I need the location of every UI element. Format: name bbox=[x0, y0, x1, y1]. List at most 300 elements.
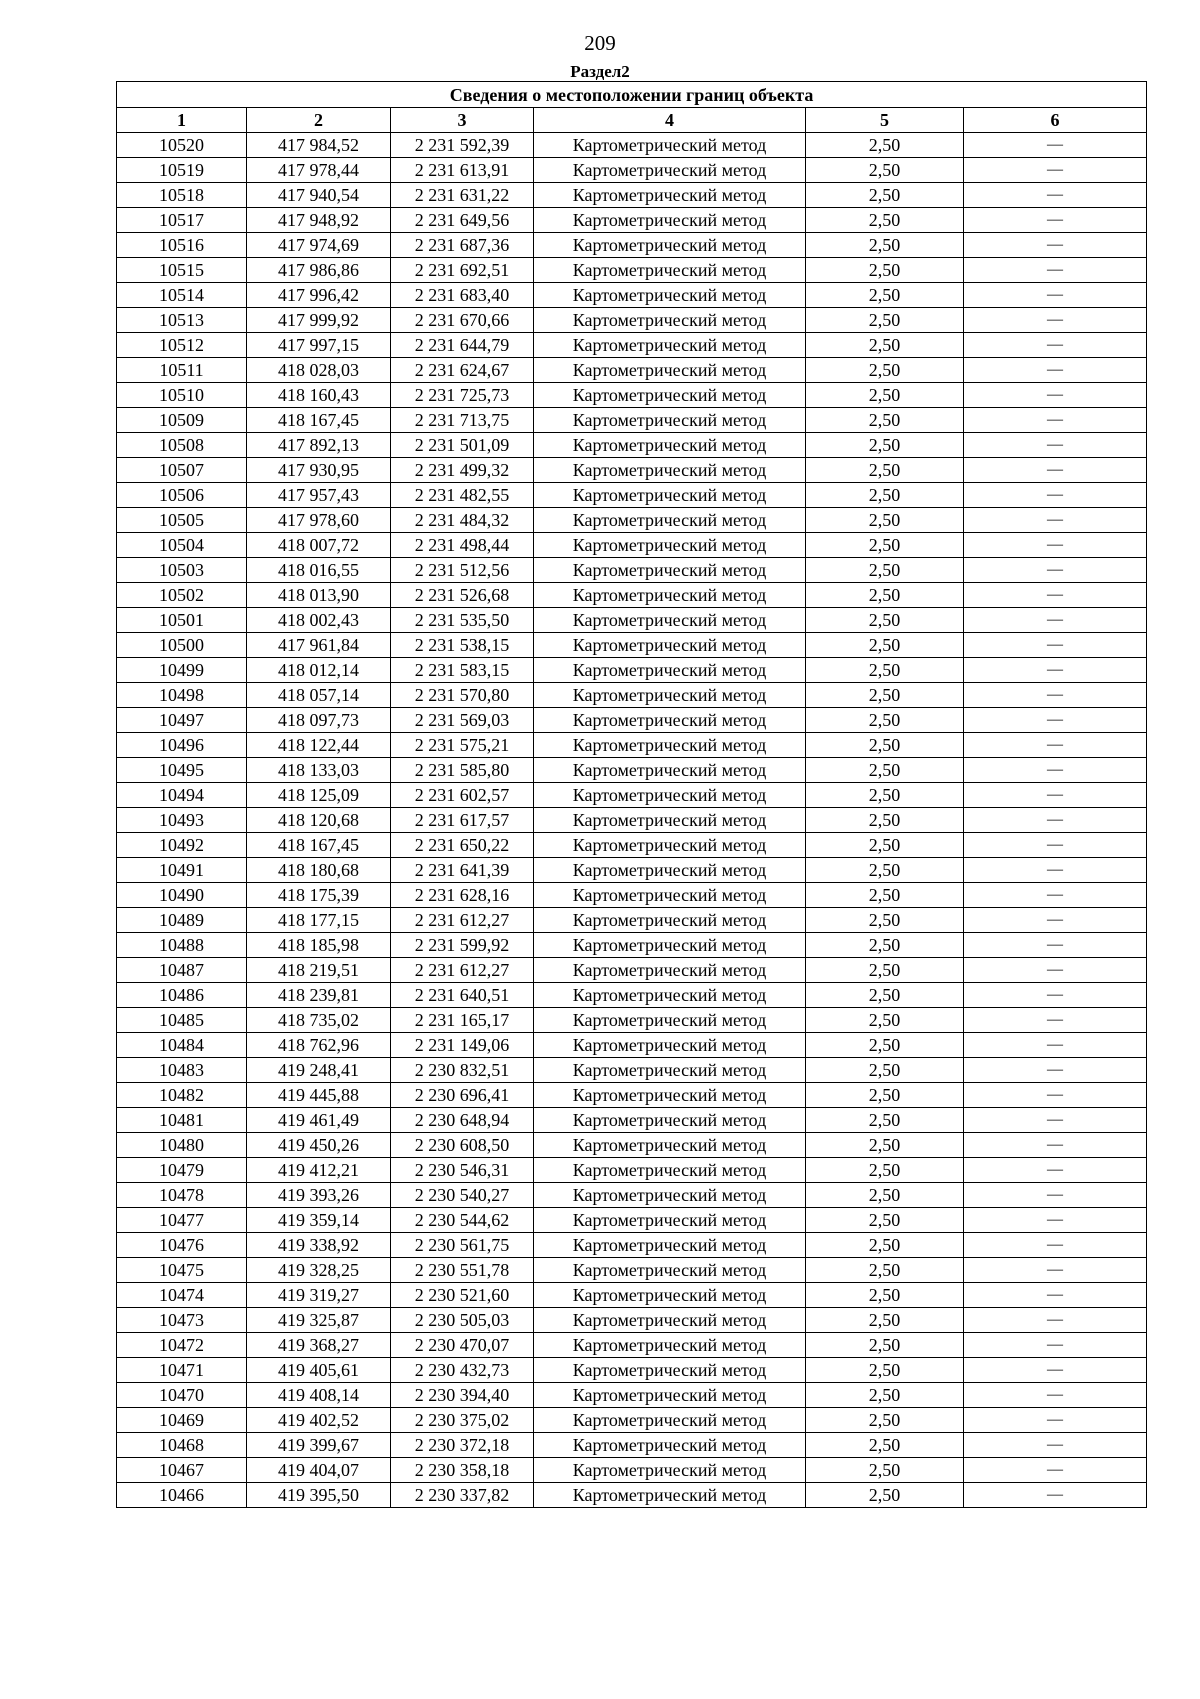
description-cell: — bbox=[964, 508, 1147, 533]
method-cell: Картометрический метод bbox=[534, 183, 806, 208]
accuracy-cell: 2,50 bbox=[806, 633, 964, 658]
description-cell: — bbox=[964, 1258, 1147, 1283]
x-coordinate-cell: 418 016,55 bbox=[247, 558, 391, 583]
accuracy-cell: 2,50 bbox=[806, 258, 964, 283]
accuracy-cell: 2,50 bbox=[806, 383, 964, 408]
x-coordinate-cell: 418 160,43 bbox=[247, 383, 391, 408]
y-coordinate-cell: 2 230 375,02 bbox=[391, 1408, 534, 1433]
accuracy-cell: 2,50 bbox=[806, 1308, 964, 1333]
x-coordinate-cell: 419 402,52 bbox=[247, 1408, 391, 1433]
point-number-cell: 10509 bbox=[117, 408, 247, 433]
method-cell: Картометрический метод bbox=[534, 1308, 806, 1333]
point-number-cell: 10508 bbox=[117, 433, 247, 458]
point-number-cell: 10466 bbox=[117, 1483, 247, 1508]
x-coordinate-cell: 418 185,98 bbox=[247, 933, 391, 958]
table-row bbox=[117, 133, 1147, 158]
x-coordinate-cell: 417 978,44 bbox=[247, 158, 391, 183]
point-number-cell: 10476 bbox=[117, 1233, 247, 1258]
x-coordinate-cell: 418 097,73 bbox=[247, 708, 391, 733]
method-cell: Картометрический метод bbox=[534, 1183, 806, 1208]
method-cell: Картометрический метод bbox=[534, 1108, 806, 1133]
column-header: 1 bbox=[117, 108, 247, 133]
accuracy-cell: 2,50 bbox=[806, 858, 964, 883]
x-coordinate-cell: 418 239,81 bbox=[247, 983, 391, 1008]
point-number-cell: 10503 bbox=[117, 558, 247, 583]
table-caption: Сведения о местоположении границ объекта bbox=[117, 82, 1147, 108]
x-coordinate-cell: 419 404,07 bbox=[247, 1458, 391, 1483]
point-number-cell: 10498 bbox=[117, 683, 247, 708]
accuracy-cell: 2,50 bbox=[806, 708, 964, 733]
accuracy-cell: 2,50 bbox=[806, 583, 964, 608]
y-coordinate-cell: 2 231 575,21 bbox=[391, 733, 534, 758]
x-coordinate-cell: 419 393,26 bbox=[247, 1183, 391, 1208]
y-coordinate-cell: 2 231 501,09 bbox=[391, 433, 534, 458]
description-cell: — bbox=[964, 758, 1147, 783]
table-row bbox=[117, 433, 1147, 458]
description-cell: — bbox=[964, 1133, 1147, 1158]
description-cell: — bbox=[964, 883, 1147, 908]
method-cell: Картометрический метод bbox=[534, 1133, 806, 1158]
table-row bbox=[117, 683, 1147, 708]
point-number-cell: 10506 bbox=[117, 483, 247, 508]
point-number-cell: 10502 bbox=[117, 583, 247, 608]
method-cell: Картометрический метод bbox=[534, 208, 806, 233]
point-number-cell: 10490 bbox=[117, 883, 247, 908]
method-cell: Картометрический метод bbox=[534, 808, 806, 833]
point-number-cell: 10480 bbox=[117, 1133, 247, 1158]
table-row bbox=[117, 1483, 1147, 1508]
accuracy-cell: 2,50 bbox=[806, 1433, 964, 1458]
table-row bbox=[117, 1083, 1147, 1108]
method-cell: Картометрический метод bbox=[534, 583, 806, 608]
x-coordinate-cell: 418 028,03 bbox=[247, 358, 391, 383]
y-coordinate-cell: 2 231 535,50 bbox=[391, 608, 534, 633]
point-number-cell: 10470 bbox=[117, 1383, 247, 1408]
y-coordinate-cell: 2 230 394,40 bbox=[391, 1383, 534, 1408]
description-cell: — bbox=[964, 583, 1147, 608]
x-coordinate-cell: 419 395,50 bbox=[247, 1483, 391, 1508]
accuracy-cell: 2,50 bbox=[806, 983, 964, 1008]
x-coordinate-cell: 419 338,92 bbox=[247, 1233, 391, 1258]
table-row bbox=[117, 833, 1147, 858]
description-cell: — bbox=[964, 433, 1147, 458]
method-cell: Картометрический метод bbox=[534, 1283, 806, 1308]
table-row bbox=[117, 1333, 1147, 1358]
description-cell: — bbox=[964, 1308, 1147, 1333]
accuracy-cell: 2,50 bbox=[806, 758, 964, 783]
y-coordinate-cell: 2 231 713,75 bbox=[391, 408, 534, 433]
method-cell: Картометрический метод bbox=[534, 333, 806, 358]
x-coordinate-cell: 419 408,14 bbox=[247, 1383, 391, 1408]
description-cell: — bbox=[964, 133, 1147, 158]
accuracy-cell: 2,50 bbox=[806, 1108, 964, 1133]
y-coordinate-cell: 2 230 505,03 bbox=[391, 1308, 534, 1333]
table-row bbox=[117, 533, 1147, 558]
description-cell: — bbox=[964, 1283, 1147, 1308]
method-cell: Картометрический метод bbox=[534, 708, 806, 733]
y-coordinate-cell: 2 230 540,27 bbox=[391, 1183, 534, 1208]
accuracy-cell: 2,50 bbox=[806, 183, 964, 208]
point-number-cell: 10487 bbox=[117, 958, 247, 983]
method-cell: Картометрический метод bbox=[534, 1258, 806, 1283]
point-number-cell: 10501 bbox=[117, 608, 247, 633]
y-coordinate-cell: 2 231 641,39 bbox=[391, 858, 534, 883]
method-cell: Картометрический метод bbox=[534, 733, 806, 758]
column-header: 2 bbox=[247, 108, 391, 133]
description-cell: — bbox=[964, 908, 1147, 933]
point-number-cell: 10514 bbox=[117, 283, 247, 308]
accuracy-cell: 2,50 bbox=[806, 1233, 964, 1258]
y-coordinate-cell: 2 230 561,75 bbox=[391, 1233, 534, 1258]
x-coordinate-cell: 418 219,51 bbox=[247, 958, 391, 983]
x-coordinate-cell: 417 997,15 bbox=[247, 333, 391, 358]
method-cell: Картометрический метод bbox=[534, 933, 806, 958]
accuracy-cell: 2,50 bbox=[806, 1383, 964, 1408]
table-row bbox=[117, 858, 1147, 883]
method-cell: Картометрический метод bbox=[534, 1033, 806, 1058]
description-cell: — bbox=[964, 1083, 1147, 1108]
method-cell: Картометрический метод bbox=[534, 958, 806, 983]
table-row bbox=[117, 233, 1147, 258]
method-cell: Картометрический метод bbox=[534, 308, 806, 333]
x-coordinate-cell: 418 120,68 bbox=[247, 808, 391, 833]
table-row bbox=[117, 583, 1147, 608]
point-number-cell: 10471 bbox=[117, 1358, 247, 1383]
table-row bbox=[117, 1308, 1147, 1333]
method-cell: Картометрический метод bbox=[534, 1208, 806, 1233]
point-number-cell: 10488 bbox=[117, 933, 247, 958]
y-coordinate-cell: 2 231 613,91 bbox=[391, 158, 534, 183]
description-cell: — bbox=[964, 383, 1147, 408]
y-coordinate-cell: 2 231 650,22 bbox=[391, 833, 534, 858]
point-number-cell: 10493 bbox=[117, 808, 247, 833]
point-number-cell: 10515 bbox=[117, 258, 247, 283]
table-row bbox=[117, 1258, 1147, 1283]
accuracy-cell: 2,50 bbox=[806, 483, 964, 508]
method-cell: Картометрический метод bbox=[534, 233, 806, 258]
x-coordinate-cell: 418 125,09 bbox=[247, 783, 391, 808]
y-coordinate-cell: 2 231 165,17 bbox=[391, 1008, 534, 1033]
table-row bbox=[117, 208, 1147, 233]
description-cell: — bbox=[964, 858, 1147, 883]
accuracy-cell: 2,50 bbox=[806, 1483, 964, 1508]
description-cell: — bbox=[964, 333, 1147, 358]
table-row bbox=[117, 1008, 1147, 1033]
x-coordinate-cell: 418 122,44 bbox=[247, 733, 391, 758]
accuracy-cell: 2,50 bbox=[806, 1408, 964, 1433]
y-coordinate-cell: 2 230 832,51 bbox=[391, 1058, 534, 1083]
accuracy-cell: 2,50 bbox=[806, 433, 964, 458]
y-coordinate-cell: 2 231 644,79 bbox=[391, 333, 534, 358]
point-number-cell: 10518 bbox=[117, 183, 247, 208]
column-header: 5 bbox=[806, 108, 964, 133]
description-cell: — bbox=[964, 1458, 1147, 1483]
table-row bbox=[117, 933, 1147, 958]
description-cell: — bbox=[964, 933, 1147, 958]
method-cell: Картометрический метод bbox=[534, 1158, 806, 1183]
y-coordinate-cell: 2 231 692,51 bbox=[391, 258, 534, 283]
table-row bbox=[117, 1408, 1147, 1433]
method-cell: Картометрический метод bbox=[534, 1458, 806, 1483]
accuracy-cell: 2,50 bbox=[806, 658, 964, 683]
y-coordinate-cell: 2 230 608,50 bbox=[391, 1133, 534, 1158]
point-number-cell: 10479 bbox=[117, 1158, 247, 1183]
column-header: 3 bbox=[391, 108, 534, 133]
y-coordinate-cell: 2 230 546,31 bbox=[391, 1158, 534, 1183]
description-cell: — bbox=[964, 308, 1147, 333]
x-coordinate-cell: 417 961,84 bbox=[247, 633, 391, 658]
point-number-cell: 10516 bbox=[117, 233, 247, 258]
point-number-cell: 10511 bbox=[117, 358, 247, 383]
description-cell: — bbox=[964, 1008, 1147, 1033]
description-cell: — bbox=[964, 783, 1147, 808]
table-row bbox=[117, 308, 1147, 333]
y-coordinate-cell: 2 231 583,15 bbox=[391, 658, 534, 683]
accuracy-cell: 2,50 bbox=[806, 1283, 964, 1308]
table-row bbox=[117, 1433, 1147, 1458]
accuracy-cell: 2,50 bbox=[806, 558, 964, 583]
accuracy-cell: 2,50 bbox=[806, 733, 964, 758]
x-coordinate-cell: 417 978,60 bbox=[247, 508, 391, 533]
y-coordinate-cell: 2 231 569,03 bbox=[391, 708, 534, 733]
description-cell: — bbox=[964, 483, 1147, 508]
y-coordinate-cell: 2 231 499,32 bbox=[391, 458, 534, 483]
point-number-cell: 10486 bbox=[117, 983, 247, 1008]
table-row bbox=[117, 358, 1147, 383]
method-cell: Картометрический метод bbox=[534, 533, 806, 558]
x-coordinate-cell: 418 012,14 bbox=[247, 658, 391, 683]
x-coordinate-cell: 418 133,03 bbox=[247, 758, 391, 783]
y-coordinate-cell: 2 231 149,06 bbox=[391, 1033, 534, 1058]
x-coordinate-cell: 418 013,90 bbox=[247, 583, 391, 608]
accuracy-cell: 2,50 bbox=[806, 933, 964, 958]
point-number-cell: 10496 bbox=[117, 733, 247, 758]
table-row bbox=[117, 658, 1147, 683]
method-cell: Картометрический метод bbox=[534, 633, 806, 658]
point-number-cell: 10484 bbox=[117, 1033, 247, 1058]
method-cell: Картометрический метод bbox=[534, 458, 806, 483]
description-cell: — bbox=[964, 683, 1147, 708]
table-row bbox=[117, 1108, 1147, 1133]
method-cell: Картометрический метод bbox=[534, 358, 806, 383]
accuracy-cell: 2,50 bbox=[806, 908, 964, 933]
description-cell: — bbox=[964, 708, 1147, 733]
description-cell: — bbox=[964, 608, 1147, 633]
y-coordinate-cell: 2 231 683,40 bbox=[391, 283, 534, 308]
y-coordinate-cell: 2 230 696,41 bbox=[391, 1083, 534, 1108]
accuracy-cell: 2,50 bbox=[806, 283, 964, 308]
accuracy-cell: 2,50 bbox=[806, 133, 964, 158]
y-coordinate-cell: 2 231 631,22 bbox=[391, 183, 534, 208]
point-number-cell: 10482 bbox=[117, 1083, 247, 1108]
accuracy-cell: 2,50 bbox=[806, 1133, 964, 1158]
method-cell: Картометрический метод bbox=[534, 483, 806, 508]
accuracy-cell: 2,50 bbox=[806, 333, 964, 358]
point-number-cell: 10474 bbox=[117, 1283, 247, 1308]
point-number-cell: 10513 bbox=[117, 308, 247, 333]
y-coordinate-cell: 2 231 628,16 bbox=[391, 883, 534, 908]
description-cell: — bbox=[964, 1183, 1147, 1208]
x-coordinate-cell: 419 328,25 bbox=[247, 1258, 391, 1283]
table-row bbox=[117, 733, 1147, 758]
table-row bbox=[117, 483, 1147, 508]
table-row bbox=[117, 883, 1147, 908]
x-coordinate-cell: 417 892,13 bbox=[247, 433, 391, 458]
description-cell: — bbox=[964, 1033, 1147, 1058]
method-cell: Картометрический метод bbox=[534, 1383, 806, 1408]
accuracy-cell: 2,50 bbox=[806, 508, 964, 533]
method-cell: Картометрический метод bbox=[534, 1358, 806, 1383]
method-cell: Картометрический метод bbox=[534, 608, 806, 633]
description-cell: — bbox=[964, 733, 1147, 758]
y-coordinate-cell: 2 231 602,57 bbox=[391, 783, 534, 808]
point-number-cell: 10483 bbox=[117, 1058, 247, 1083]
x-coordinate-cell: 417 948,92 bbox=[247, 208, 391, 233]
y-coordinate-cell: 2 231 670,66 bbox=[391, 308, 534, 333]
accuracy-cell: 2,50 bbox=[806, 1458, 964, 1483]
accuracy-cell: 2,50 bbox=[806, 958, 964, 983]
accuracy-cell: 2,50 bbox=[806, 808, 964, 833]
description-cell: — bbox=[964, 533, 1147, 558]
page-number: 209 bbox=[584, 31, 616, 55]
description-cell: — bbox=[964, 633, 1147, 658]
table-row bbox=[117, 758, 1147, 783]
description-cell: — bbox=[964, 1358, 1147, 1383]
table-row bbox=[117, 608, 1147, 633]
x-coordinate-cell: 418 002,43 bbox=[247, 608, 391, 633]
description-cell: — bbox=[964, 658, 1147, 683]
method-cell: Картометрический метод bbox=[534, 158, 806, 183]
y-coordinate-cell: 2 230 372,18 bbox=[391, 1433, 534, 1458]
x-coordinate-cell: 419 405,61 bbox=[247, 1358, 391, 1383]
method-cell: Картометрический метод bbox=[534, 983, 806, 1008]
point-number-cell: 10481 bbox=[117, 1108, 247, 1133]
table-row bbox=[117, 558, 1147, 583]
point-number-cell: 10468 bbox=[117, 1433, 247, 1458]
description-cell: — bbox=[964, 1333, 1147, 1358]
table-row bbox=[117, 1208, 1147, 1233]
y-coordinate-cell: 2 230 551,78 bbox=[391, 1258, 534, 1283]
accuracy-cell: 2,50 bbox=[806, 833, 964, 858]
column-header: 4 bbox=[534, 108, 806, 133]
y-coordinate-cell: 2 230 648,94 bbox=[391, 1108, 534, 1133]
description-cell: — bbox=[964, 458, 1147, 483]
x-coordinate-cell: 418 175,39 bbox=[247, 883, 391, 908]
x-coordinate-cell: 419 359,14 bbox=[247, 1208, 391, 1233]
accuracy-cell: 2,50 bbox=[806, 608, 964, 633]
table-row bbox=[117, 183, 1147, 208]
y-coordinate-cell: 2 231 687,36 bbox=[391, 233, 534, 258]
point-number-cell: 10510 bbox=[117, 383, 247, 408]
x-coordinate-cell: 419 319,27 bbox=[247, 1283, 391, 1308]
method-cell: Картометрический метод bbox=[534, 1058, 806, 1083]
accuracy-cell: 2,50 bbox=[806, 883, 964, 908]
y-coordinate-cell: 2 230 521,60 bbox=[391, 1283, 534, 1308]
accuracy-cell: 2,50 bbox=[806, 1208, 964, 1233]
method-cell: Картометрический метод bbox=[534, 558, 806, 583]
accuracy-cell: 2,50 bbox=[806, 158, 964, 183]
point-number-cell: 10472 bbox=[117, 1333, 247, 1358]
x-coordinate-cell: 419 412,21 bbox=[247, 1158, 391, 1183]
x-coordinate-cell: 417 974,69 bbox=[247, 233, 391, 258]
accuracy-cell: 2,50 bbox=[806, 358, 964, 383]
point-number-cell: 10478 bbox=[117, 1183, 247, 1208]
y-coordinate-cell: 2 231 725,73 bbox=[391, 383, 534, 408]
y-coordinate-cell: 2 231 538,15 bbox=[391, 633, 534, 658]
accuracy-cell: 2,50 bbox=[806, 408, 964, 433]
point-number-cell: 10473 bbox=[117, 1308, 247, 1333]
table-row bbox=[117, 1033, 1147, 1058]
point-number-cell: 10491 bbox=[117, 858, 247, 883]
description-cell: — bbox=[964, 1208, 1147, 1233]
section-title: Раздел2 bbox=[570, 62, 630, 81]
point-number-cell: 10477 bbox=[117, 1208, 247, 1233]
accuracy-cell: 2,50 bbox=[806, 308, 964, 333]
x-coordinate-cell: 419 445,88 bbox=[247, 1083, 391, 1108]
table-row bbox=[117, 708, 1147, 733]
point-number-cell: 10469 bbox=[117, 1408, 247, 1433]
y-coordinate-cell: 2 231 624,67 bbox=[391, 358, 534, 383]
point-number-cell: 10504 bbox=[117, 533, 247, 558]
accuracy-cell: 2,50 bbox=[806, 1183, 964, 1208]
x-coordinate-cell: 419 399,67 bbox=[247, 1433, 391, 1458]
accuracy-cell: 2,50 bbox=[806, 1358, 964, 1383]
y-coordinate-cell: 2 230 470,07 bbox=[391, 1333, 534, 1358]
accuracy-cell: 2,50 bbox=[806, 233, 964, 258]
accuracy-cell: 2,50 bbox=[806, 1033, 964, 1058]
x-coordinate-cell: 418 167,45 bbox=[247, 833, 391, 858]
table-row bbox=[117, 1383, 1147, 1408]
description-cell: — bbox=[964, 158, 1147, 183]
accuracy-cell: 2,50 bbox=[806, 533, 964, 558]
description-cell: — bbox=[964, 1433, 1147, 1458]
y-coordinate-cell: 2 231 612,27 bbox=[391, 958, 534, 983]
accuracy-cell: 2,50 bbox=[806, 783, 964, 808]
point-number-cell: 10495 bbox=[117, 758, 247, 783]
method-cell: Картометрический метод bbox=[534, 133, 806, 158]
x-coordinate-cell: 418 177,15 bbox=[247, 908, 391, 933]
table-row bbox=[117, 158, 1147, 183]
y-coordinate-cell: 2 231 484,32 bbox=[391, 508, 534, 533]
accuracy-cell: 2,50 bbox=[806, 1158, 964, 1183]
x-coordinate-cell: 418 057,14 bbox=[247, 683, 391, 708]
description-cell: — bbox=[964, 833, 1147, 858]
y-coordinate-cell: 2 231 649,56 bbox=[391, 208, 534, 233]
y-coordinate-cell: 2 230 358,18 bbox=[391, 1458, 534, 1483]
table-row bbox=[117, 1358, 1147, 1383]
point-number-cell: 10517 bbox=[117, 208, 247, 233]
method-cell: Картометрический метод bbox=[534, 758, 806, 783]
table-row bbox=[117, 983, 1147, 1008]
x-coordinate-cell: 417 940,54 bbox=[247, 183, 391, 208]
table-row bbox=[117, 508, 1147, 533]
y-coordinate-cell: 2 231 640,51 bbox=[391, 983, 534, 1008]
table-body bbox=[117, 133, 1147, 1508]
point-number-cell: 10505 bbox=[117, 508, 247, 533]
point-number-cell: 10497 bbox=[117, 708, 247, 733]
description-cell: — bbox=[964, 283, 1147, 308]
point-number-cell: 10492 bbox=[117, 833, 247, 858]
method-cell: Картометрический метод bbox=[534, 1433, 806, 1458]
table-row bbox=[117, 1158, 1147, 1183]
x-coordinate-cell: 417 984,52 bbox=[247, 133, 391, 158]
method-cell: Картометрический метод bbox=[534, 408, 806, 433]
x-coordinate-cell: 418 007,72 bbox=[247, 533, 391, 558]
point-number-cell: 10512 bbox=[117, 333, 247, 358]
x-coordinate-cell: 419 368,27 bbox=[247, 1333, 391, 1358]
method-cell: Картометрический метод bbox=[534, 1083, 806, 1108]
x-coordinate-cell: 418 167,45 bbox=[247, 408, 391, 433]
